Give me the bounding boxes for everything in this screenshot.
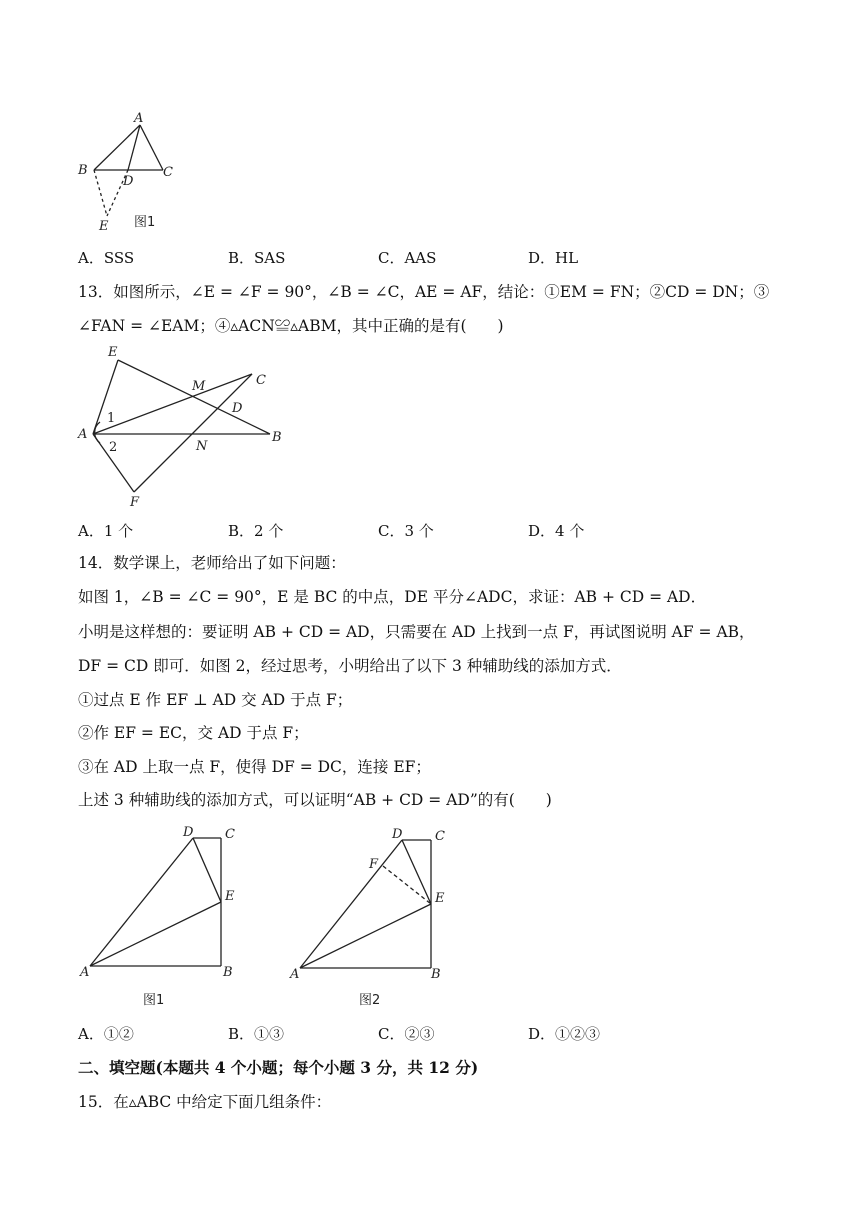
q12-option-d[interactable]: D．HL [528,249,579,267]
q14-option-b[interactable]: B．①③ [228,1025,285,1043]
q14f1-label-A: A [80,965,90,980]
q13-label-C: C [256,373,266,388]
q12-caption: 图1 [134,215,156,230]
q13-text-line2: ∠FAN = ∠EAM；④▵ACN≌▵ABM，其中正确的是有( ) [78,317,504,335]
q14f2-label-C: C [435,829,445,844]
q14-figure-2 [285,820,465,1015]
q13-text-line1: 13．如图所示，∠E = ∠F = 90°，∠B = ∠C，AE = AF，结论：①EM = FN；②CD = DN；③ [78,283,770,301]
q14f2-caption: 图2 [359,993,381,1008]
q13-angle-2: 2 [109,440,118,455]
q12-label-A: A [134,111,144,126]
q13-label-F: F [130,495,140,510]
q14-text-line1: 14．数学课上，老师给出了如下问题： [78,554,346,572]
q13-label-D: D [232,401,243,416]
q12-figure [70,108,190,238]
q12-label-E: E [99,219,109,234]
q14f1-caption: 图1 [143,993,165,1008]
q14f1-label-C: C [225,827,235,842]
q12-label-C: C [163,165,173,180]
q14f2-label-F: F [369,857,379,872]
q13-label-E: E [108,345,118,360]
q14-text-line2: 如图 1，∠B = ∠C = 90°，E 是 BC 的中点，DE 平分∠ADC，求证：AB + CD = AD． [78,588,707,606]
q12-option-b[interactable]: B．SAS [228,249,286,267]
q14-text-line6: ②作 EF = EC，交 AD 于点 F； [78,724,309,742]
q14f2-label-B: B [431,967,441,982]
q13-angle-1: 1 [107,411,116,426]
q14f1-label-E: E [225,889,235,904]
q14-option-a[interactable]: A．①② [78,1025,134,1043]
q13-label-M: M [192,379,206,394]
q12-option-a[interactable]: A．SSS [78,249,135,267]
q14-text-line5: ①过点 E 作 EF ⊥ AD 交 AD 于点 F； [78,691,353,709]
q12-label-D: D [123,174,134,189]
q13-option-c[interactable]: C．3 个 [378,522,434,540]
q14f2-label-D: D [392,827,403,842]
q14-text-line3: 小明是这样想的：要证明 AB + CD = AD，只需要在 AD 上找到一点 F，再试图说明 AF = AB， [78,623,755,641]
q13-figure [72,340,292,515]
q14-text-line7: ③在 AD 上取一点 F，使得 DF = DC，连接 EF； [78,758,431,776]
q14f2-label-A: A [290,967,300,982]
q12-option-c[interactable]: C．AAS [378,249,437,267]
section-2-heading: 二、填空题(本题共 4 个小题；每个小题 3 分，共 12 分) [78,1058,479,1077]
q15-text: 15．在▵ABC 中给定下面几组条件： [78,1093,332,1111]
q14f1-label-B: B [223,965,233,980]
q14-option-d[interactable]: D．①②③ [528,1025,601,1043]
q14-figure-1 [75,820,255,1015]
q14f1-label-D: D [183,825,194,840]
q13-option-d[interactable]: D．4 个 [528,522,585,540]
q13-option-a[interactable]: A．1 个 [78,522,134,540]
q14-option-c[interactable]: C．②③ [378,1025,435,1043]
q14-text-line4: DF = CD 即可．如图 2，经过思考，小明给出了以下 3 种辅助线的添加方式． [78,657,622,675]
q14f2-label-E: E [435,891,445,906]
q13-option-b[interactable]: B．2 个 [228,522,284,540]
q13-label-B: B [272,430,282,445]
q13-label-A: A [78,427,88,442]
q14-text-line8: 上述 3 种辅助线的添加方式，可以证明“AB + CD = AD”的有( ) [78,791,552,809]
q13-label-N: N [196,439,208,454]
q12-label-B: B [78,163,88,178]
